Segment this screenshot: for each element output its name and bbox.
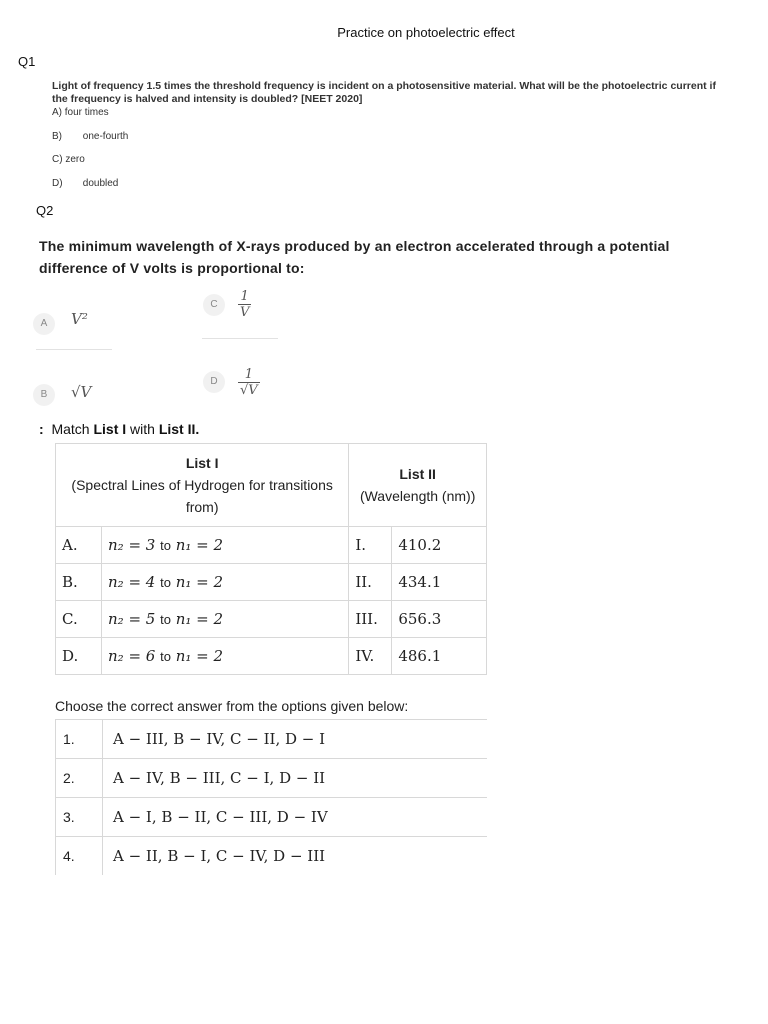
match-text: Match	[51, 421, 94, 437]
answer-option-2[interactable]	[56, 759, 488, 798]
q1-option-b[interactable]	[52, 131, 128, 142]
row-label: B.	[56, 564, 102, 601]
n1-value: n₁ = 2	[175, 536, 224, 554]
q1-option-c[interactable]	[52, 154, 85, 165]
option-text: doubled	[82, 178, 119, 189]
fraction-denominator: V	[240, 305, 250, 320]
q2-question-text: The minimum wavelength of X-rays produced by an electron accelerated through a potential difference of V volts is proportional to:	[39, 238, 670, 276]
option-letter: C)	[52, 154, 63, 165]
table-row	[56, 638, 487, 675]
table-row	[56, 527, 487, 564]
answer-option-3[interactable]	[56, 798, 488, 837]
answer-options-table	[55, 719, 487, 875]
answer-text: A − IV, B − III, C − I, D − II	[103, 759, 488, 798]
to-word: to	[160, 612, 171, 627]
q2-option-a-expr[interactable]: V²	[71, 310, 88, 328]
n2-value: n₂ = 4	[108, 573, 156, 591]
n1-value: n₁ = 2	[175, 610, 224, 628]
answer-number: 3.	[56, 798, 103, 837]
q1-option-a[interactable]	[52, 107, 109, 118]
q2-option-b-badge[interactable]: B	[33, 384, 55, 406]
q2-option-d-fraction[interactable]	[238, 367, 260, 398]
table-row	[56, 601, 487, 638]
match-table	[55, 443, 487, 675]
option-text: zero	[65, 154, 85, 165]
q2-option-c-fraction[interactable]	[238, 289, 251, 320]
q2-option-a-badge[interactable]: A	[33, 313, 55, 335]
to-word: to	[160, 649, 171, 664]
answer-number: 4.	[56, 837, 103, 876]
match-list2: List II.	[158, 421, 200, 437]
divider	[202, 338, 278, 339]
transition-cell	[102, 638, 349, 675]
row-label: C.	[56, 601, 102, 638]
answer-text: A − III, B − IV, C − II, D − I	[103, 720, 488, 759]
table-row	[56, 564, 487, 601]
answer-number: 1.	[56, 720, 103, 759]
choose-instruction: Choose the correct answer from the options given below:	[55, 698, 409, 714]
question-label-q2: Q2	[36, 203, 54, 218]
option-text: one-fourth	[82, 131, 129, 142]
row-label: D.	[56, 638, 102, 675]
q2-option-b-expr[interactable]: √V	[71, 383, 92, 401]
q2-option-c-badge[interactable]: C	[203, 294, 225, 316]
option-letter: B)	[52, 131, 62, 142]
row-label: A.	[56, 527, 102, 564]
q2-option-d-badge[interactable]: D	[203, 371, 225, 393]
match-list1: List I	[93, 421, 127, 437]
option-text: four times	[64, 107, 109, 118]
answer-option-4[interactable]	[56, 837, 488, 876]
wavelength-value: 410.2	[392, 527, 487, 564]
prefix-colon: :	[39, 421, 44, 437]
transition-cell	[102, 564, 349, 601]
table-header-row	[56, 444, 487, 527]
answer-text: A − II, B − I, C − IV, D − III	[103, 837, 488, 876]
answer-option-1[interactable]	[56, 720, 488, 759]
n2-value: n₂ = 6	[108, 647, 156, 665]
match-with: with	[126, 421, 159, 437]
q1-question-text: Light of frequency 1.5 times the threshold frequency is incident on a photosensitive material. What will be the photoelectric current if the frequency is halved and intensity is doubled? [NEET 2020]	[52, 80, 716, 105]
roman-label: II.	[349, 564, 392, 601]
to-word: to	[160, 575, 171, 590]
n1-value: n₁ = 2	[175, 573, 224, 591]
n2-value: n₂ = 5	[108, 610, 156, 628]
divider	[36, 349, 112, 350]
option-letter: D)	[52, 178, 63, 189]
roman-label: IV.	[349, 638, 392, 675]
roman-label: I.	[349, 527, 392, 564]
fraction-denominator: √V	[240, 383, 258, 398]
list1-subheader: (Spectral Lines of Hydrogen for transitions from)	[71, 477, 333, 515]
fraction-numerator: 1	[244, 367, 253, 382]
wavelength-value: 656.3	[392, 601, 487, 638]
option-letter: A)	[52, 107, 62, 118]
to-word: to	[160, 538, 171, 553]
list2-header-cell	[349, 444, 487, 527]
transition-cell	[102, 527, 349, 564]
list2-subheader: (Wavelength (nm))	[359, 488, 476, 504]
q1-option-d[interactable]	[52, 178, 118, 189]
list2-header: List II	[399, 466, 436, 482]
n1-value: n₁ = 2	[175, 647, 224, 665]
match-instruction	[39, 421, 199, 437]
n2-value: n₂ = 3	[108, 536, 156, 554]
answer-text: A − I, B − II, C − III, D − IV	[103, 798, 488, 837]
fraction-numerator: 1	[240, 289, 249, 304]
wavelength-value: 434.1	[392, 564, 487, 601]
list1-header: List I	[185, 455, 219, 471]
list1-header-cell	[56, 444, 349, 527]
roman-label: III.	[349, 601, 392, 638]
question-label-q1: Q1	[18, 54, 36, 69]
page-title: Practice on photoelectric effect	[337, 25, 515, 40]
transition-cell	[102, 601, 349, 638]
wavelength-value: 486.1	[392, 638, 487, 675]
answer-number: 2.	[56, 759, 103, 798]
